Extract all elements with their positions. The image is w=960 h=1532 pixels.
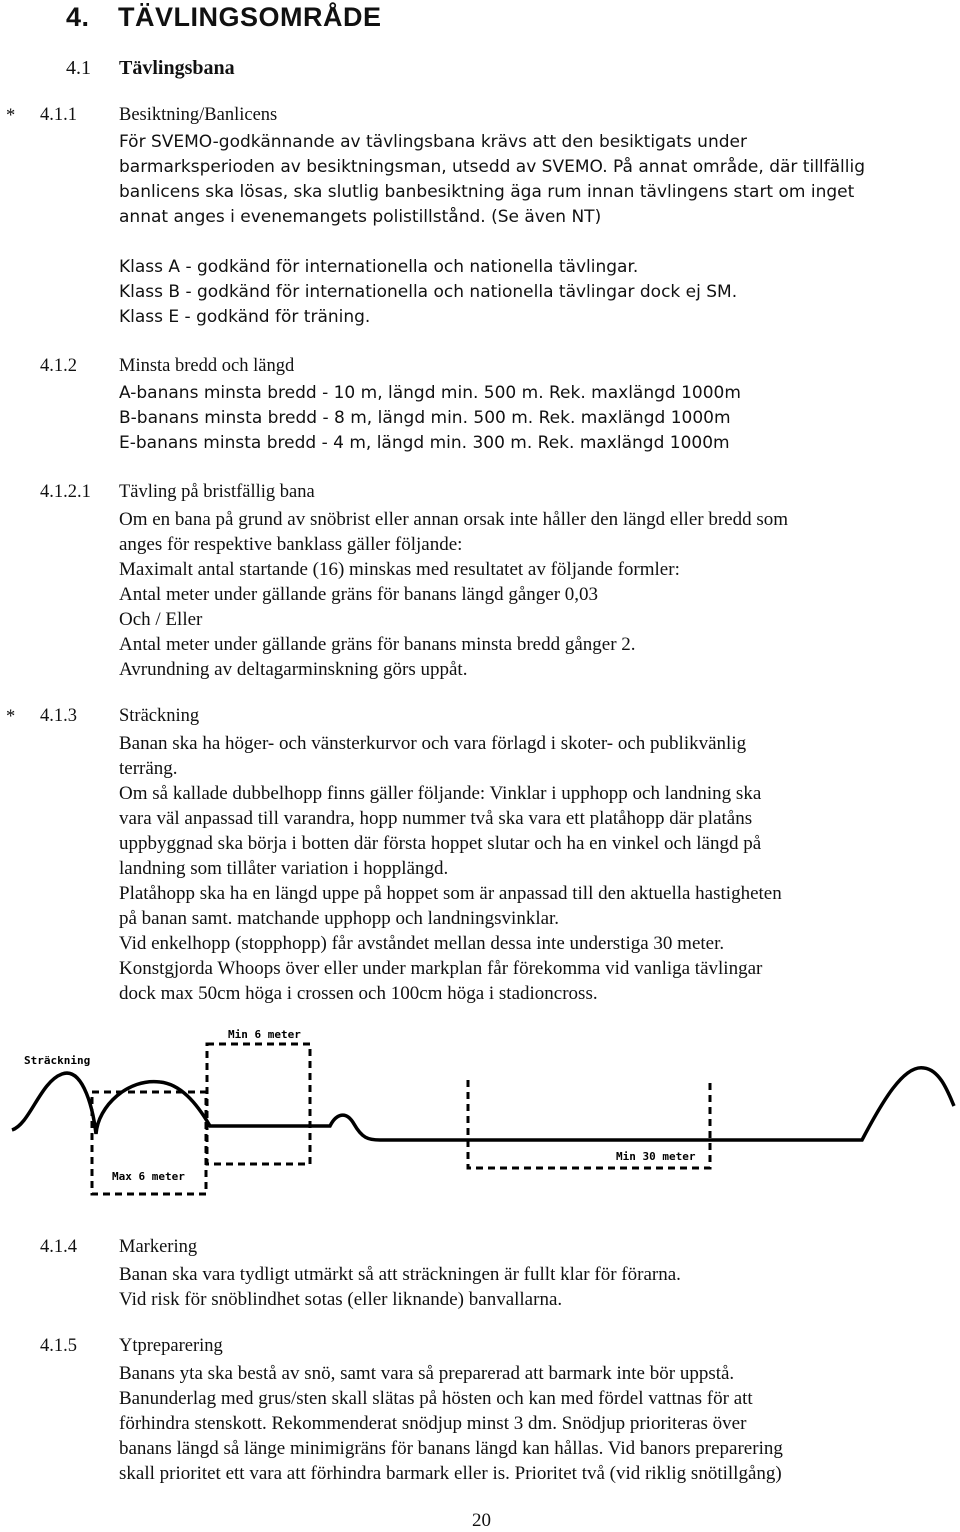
- paragraph-line: förhindra stenskott. Rekommenderat snödjup minst 3 dm. Snödjup prioriteras över: [119, 1413, 747, 1434]
- class-item: Klass A - godkänd för internationella och nationella tävlingar.: [119, 257, 639, 277]
- paragraph-line: Antal meter under gällande gräns för banans längd gånger 0,03: [119, 584, 599, 605]
- section-body-4-1-1: [119, 130, 865, 230]
- paragraph-line: E-banans minsta bredd - 4 m, längd min. 300 m. Rek. maxlängd 1000m: [119, 433, 730, 453]
- paragraph-line: vara väl anpassad till varandra, hopp nummer två ska vara ett platåhopp där platåns: [119, 808, 753, 829]
- paragraph-line: uppbyggnad ska börja i botten där första hoppet slutar och ha en vinkel och längd på: [119, 833, 762, 854]
- paragraph-line: B-banans minsta bredd - 8 m, längd min. 500 m. Rek. maxlängd 1000m: [119, 408, 731, 428]
- paragraph-line: terräng.: [119, 758, 178, 779]
- paragraph-line: skall prioritet ett vara att förhindra barmark eller is. Prioritet två (vid riklig snötillgång): [119, 1463, 782, 1484]
- paragraph-line: Vid enkelhopp (stopphopp) får avståndet mellan dessa inte understiga 30 meter.: [119, 933, 725, 954]
- section-number-4-1-4: 4.1.4: [40, 1237, 77, 1257]
- chapter-title: TÄVLINGSOMRÅDE: [118, 2, 382, 32]
- page-number: 20: [472, 1510, 491, 1531]
- paragraph-line: på banan samt. matchande upphopp och landningsvinklar.: [119, 908, 560, 929]
- paragraph-line: banlicens ska lösas, ska slutlig banbesiktning äga rum innan tävlingens start om inget: [119, 182, 855, 202]
- paragraph-line: banans längd så länge minimigräns för banans längd kan hållas. Vid banors preparering: [119, 1438, 783, 1459]
- section-number-4-1-2: 4.1.2: [40, 356, 77, 376]
- section-body-4-1-4: [119, 1262, 681, 1312]
- section-title-4-1-4: Markering: [119, 1237, 198, 1257]
- paragraph-line: annat anges i evenemangets polistillstånd. (Se även NT): [119, 207, 602, 227]
- max-6-meter-label: Max 6 meter: [112, 1170, 185, 1183]
- paragraph-line: Maximalt antal startande (16) minskas med resultatet av följande formler:: [119, 559, 680, 580]
- section-number-4-1-2-1: 4.1.2.1: [40, 482, 91, 502]
- paragraph-line: Konstgjorda Whoops över eller under markplan får förekomma vid vanliga tävlingar: [119, 958, 763, 979]
- section-body-4-1-5: [119, 1361, 783, 1486]
- paragraph-line: Platåhopp ska ha en längd uppe på hoppet som är anpassad till den aktuella hastigheten: [119, 883, 782, 904]
- section-body-4-1-2: [119, 381, 741, 456]
- paragraph-line: landning som tillåter variation i hopplängd.: [119, 858, 449, 879]
- min-6-meter-label: Min 6 meter: [228, 1028, 301, 1041]
- section-title-4-1-5: Ytpreparering: [119, 1336, 223, 1356]
- paragraph-line: Banan ska ha höger- och vänsterkurvor och vara förlagd i skoter- och publikvänlig: [119, 733, 747, 754]
- min-6-meter-box: [207, 1044, 310, 1164]
- chapter-number: 4.: [66, 2, 90, 32]
- section-title-4-1-2-1: Tävling på bristfällig bana: [119, 482, 315, 502]
- paragraph-line: Om så kallade dubbelhopp finns gäller följande: Vinklar i upphopp och landning ska: [119, 783, 762, 804]
- section-title-4-1-3: Sträckning: [119, 706, 200, 726]
- min-30-meter-label: Min 30 meter: [616, 1150, 696, 1163]
- class-list: [119, 255, 737, 330]
- paragraph-line: För SVEMO-godkännande av tävlingsbana krävs att den besiktigats under: [119, 132, 747, 152]
- paragraph-line: Avrundning av deltagarminskning görs uppåt.: [119, 659, 468, 680]
- section-title-4-1-2: Minsta bredd och längd: [119, 356, 295, 376]
- chapter-heading: [66, 2, 466, 36]
- strackning-label: Sträckning: [24, 1054, 91, 1067]
- section-number-4-1: 4.1: [66, 57, 91, 79]
- section-number-4-1-3: 4.1.3: [40, 706, 77, 726]
- paragraph-line: Vid risk för snöblindhet sotas (eller liknande) banvallarna.: [119, 1289, 563, 1310]
- section-title-4-1-1: Besiktning/Banlicens: [119, 105, 278, 125]
- section-title-4-1: Tävlingsbana: [119, 57, 235, 79]
- section-number-4-1-1: 4.1.1: [40, 105, 77, 125]
- paragraph-line: Antal meter under gällande gräns för banans minsta bredd gånger 2.: [119, 634, 636, 655]
- class-item: Klass E - godkänd för träning.: [119, 307, 371, 327]
- revision-star-4-1-3: *: [6, 707, 16, 727]
- section-number-4-1-5: 4.1.5: [40, 1336, 77, 1356]
- paragraph-line: Och / Eller: [119, 609, 203, 630]
- section-body-4-1-2-1: [119, 507, 788, 682]
- terrain-profile-line: [12, 1068, 954, 1140]
- paragraph-line: Banans yta ska bestå av snö, samt vara så preparerad att barmark inte bör uppstå.: [119, 1363, 735, 1384]
- revision-star-4-1-1: *: [6, 106, 16, 126]
- paragraph-line: A-banans minsta bredd - 10 m, längd min. 500 m. Rek. maxlängd 1000m: [119, 383, 741, 403]
- class-item: Klass B - godkänd för internationella och nationella tävlingar dock ej SM.: [119, 282, 738, 302]
- track-profile-diagram: [0, 1022, 960, 1202]
- paragraph-line: Om en bana på grund av snöbrist eller annan orsak inte håller den längd eller bredd som: [119, 509, 789, 530]
- paragraph-line: Banan ska vara tydligt utmärkt så att sträckningen är fullt klar för förarna.: [119, 1264, 681, 1285]
- paragraph-line: anges för respektive banklass gäller följande:: [119, 534, 463, 555]
- section-body-4-1-3: [119, 731, 782, 1006]
- paragraph-line: dock max 50cm höga i crossen och 100cm höga i stadioncross.: [119, 983, 598, 1004]
- paragraph-line: barmarksperioden av besiktningsman, utsedd av SVEMO. På annat område, där tillfällig: [119, 157, 865, 177]
- paragraph-line: Banunderlag med grus/sten skall slätas på hösten och kan med fördel vattnas för att: [119, 1388, 753, 1409]
